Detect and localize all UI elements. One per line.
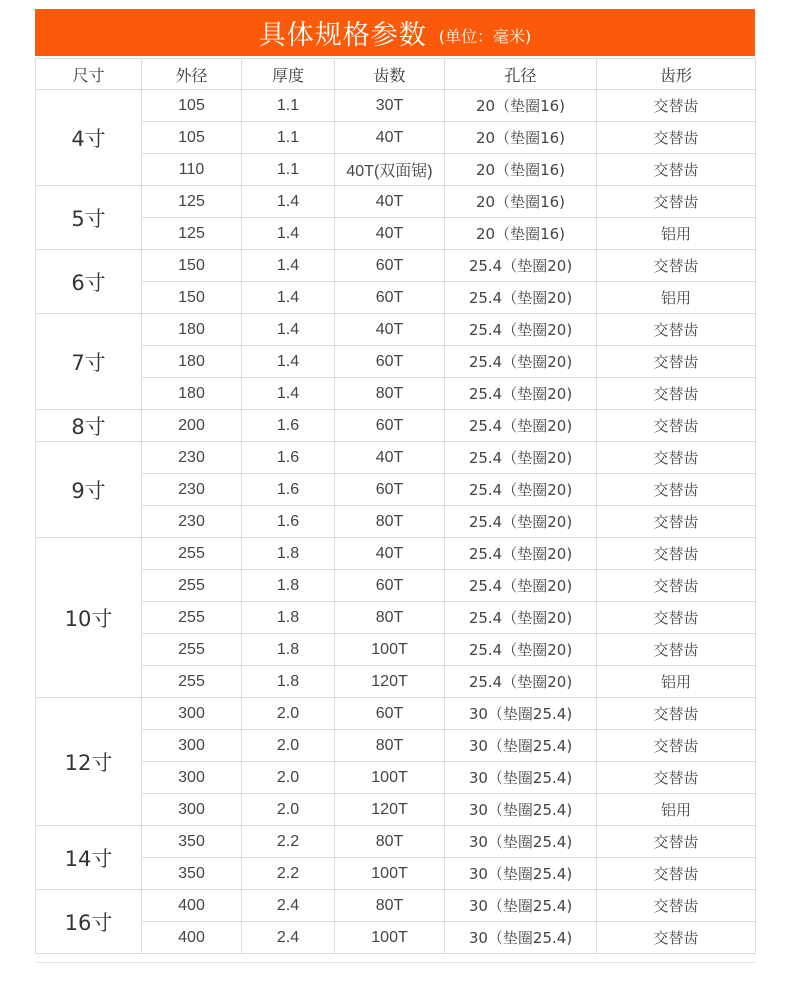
table-header-row [36, 59, 756, 90]
teeth-count-cell: 100T [335, 922, 445, 954]
size-cell: 9寸 [36, 442, 142, 538]
thickness-cell: 2.0 [242, 698, 335, 730]
teeth-count-cell: 80T [335, 378, 445, 410]
outer-diameter-cell: 400 [142, 922, 242, 954]
header-tooth-shape: 齿形 [597, 59, 756, 90]
thickness-cell: 1.6 [242, 410, 335, 442]
outer-diameter-cell: 200 [142, 410, 242, 442]
table-row [36, 570, 756, 602]
tooth-shape-cell: 交替齿 [597, 826, 756, 858]
teeth-count-cell: 60T [335, 410, 445, 442]
thickness-cell: 2.4 [242, 890, 335, 922]
thickness-cell: 1.6 [242, 474, 335, 506]
teeth-count-cell: 100T [335, 858, 445, 890]
size-cell: 4寸 [36, 90, 142, 186]
outer-diameter-cell: 150 [142, 282, 242, 314]
tooth-shape-cell: 交替齿 [597, 570, 756, 602]
spec-table [35, 58, 756, 954]
thickness-cell: 2.0 [242, 762, 335, 794]
teeth-count-cell: 80T [335, 890, 445, 922]
thickness-cell: 2.4 [242, 922, 335, 954]
table-row [36, 506, 756, 538]
tooth-shape-cell: 交替齿 [597, 890, 756, 922]
tooth-shape-cell: 交替齿 [597, 506, 756, 538]
table-row [36, 698, 756, 730]
size-cell: 14寸 [36, 826, 142, 890]
tooth-shape-cell: 铝用 [597, 666, 756, 698]
outer-diameter-cell: 300 [142, 698, 242, 730]
bore-cell: 30（垫圈25.4) [445, 858, 597, 890]
tooth-shape-cell: 铝用 [597, 282, 756, 314]
table-row [36, 218, 756, 250]
table-row [36, 602, 756, 634]
outer-diameter-cell: 150 [142, 250, 242, 282]
teeth-count-cell: 40T [335, 186, 445, 218]
table-row [36, 826, 756, 858]
thickness-cell: 1.4 [242, 218, 335, 250]
outer-diameter-cell: 105 [142, 122, 242, 154]
teeth-count-cell: 40T [335, 218, 445, 250]
bore-cell: 30（垫圈25.4) [445, 890, 597, 922]
table-row [36, 314, 756, 346]
bore-cell: 20（垫圈16) [445, 90, 597, 122]
bore-cell: 25.4（垫圈20) [445, 506, 597, 538]
outer-diameter-cell: 110 [142, 154, 242, 186]
teeth-count-cell: 40T [335, 122, 445, 154]
bore-cell: 20（垫圈16) [445, 186, 597, 218]
teeth-count-cell: 60T [335, 346, 445, 378]
thickness-cell: 1.8 [242, 666, 335, 698]
header-thickness: 厚度 [242, 59, 335, 90]
table-bottom-divider [35, 962, 755, 963]
tooth-shape-cell: 交替齿 [597, 762, 756, 794]
table-row [36, 474, 756, 506]
bore-cell: 30（垫圈25.4) [445, 698, 597, 730]
tooth-shape-cell: 交替齿 [597, 858, 756, 890]
thickness-cell: 2.2 [242, 826, 335, 858]
teeth-count-cell: 60T [335, 474, 445, 506]
tooth-shape-cell: 交替齿 [597, 410, 756, 442]
outer-diameter-cell: 255 [142, 538, 242, 570]
tooth-shape-cell: 交替齿 [597, 442, 756, 474]
bore-cell: 30（垫圈25.4) [445, 730, 597, 762]
header-bore: 孔径 [445, 59, 597, 90]
thickness-cell: 1.6 [242, 442, 335, 474]
bore-cell: 20（垫圈16) [445, 218, 597, 250]
table-row [36, 90, 756, 122]
bore-cell: 20（垫圈16) [445, 122, 597, 154]
table-row [36, 378, 756, 410]
bore-cell: 30（垫圈25.4) [445, 794, 597, 826]
tooth-shape-cell: 交替齿 [597, 538, 756, 570]
bore-cell: 25.4（垫圈20) [445, 538, 597, 570]
bore-cell: 25.4（垫圈20) [445, 666, 597, 698]
outer-diameter-cell: 105 [142, 90, 242, 122]
teeth-count-cell: 100T [335, 634, 445, 666]
outer-diameter-cell: 230 [142, 442, 242, 474]
bore-cell: 25.4（垫圈20) [445, 378, 597, 410]
teeth-count-cell: 120T [335, 794, 445, 826]
bore-cell: 25.4（垫圈20) [445, 634, 597, 666]
thickness-cell: 1.1 [242, 154, 335, 186]
table-row [36, 282, 756, 314]
teeth-count-cell: 80T [335, 730, 445, 762]
header-outer-diameter: 外径 [142, 59, 242, 90]
table-row [36, 442, 756, 474]
tooth-shape-cell: 交替齿 [597, 698, 756, 730]
bore-cell: 25.4（垫圈20) [445, 314, 597, 346]
size-cell: 16寸 [36, 890, 142, 954]
table-row [36, 730, 756, 762]
teeth-count-cell: 80T [335, 506, 445, 538]
bore-cell: 25.4（垫圈20) [445, 442, 597, 474]
size-cell: 6寸 [36, 250, 142, 314]
bore-cell: 25.4（垫圈20) [445, 410, 597, 442]
tooth-shape-cell: 铝用 [597, 794, 756, 826]
teeth-count-cell: 60T [335, 698, 445, 730]
teeth-count-cell: 80T [335, 602, 445, 634]
table-row [36, 794, 756, 826]
table-row [36, 538, 756, 570]
bore-cell: 25.4（垫圈20) [445, 282, 597, 314]
table-row [36, 122, 756, 154]
teeth-count-cell: 40T [335, 314, 445, 346]
table-row [36, 410, 756, 442]
outer-diameter-cell: 255 [142, 666, 242, 698]
tooth-shape-cell: 铝用 [597, 218, 756, 250]
spec-title: 具体规格参数 [258, 20, 427, 51]
thickness-cell: 1.8 [242, 570, 335, 602]
thickness-cell: 1.4 [242, 314, 335, 346]
tooth-shape-cell: 交替齿 [597, 314, 756, 346]
teeth-count-cell: 120T [335, 666, 445, 698]
outer-diameter-cell: 300 [142, 730, 242, 762]
table-row [36, 346, 756, 378]
outer-diameter-cell: 125 [142, 218, 242, 250]
tooth-shape-cell: 交替齿 [597, 154, 756, 186]
thickness-cell: 1.4 [242, 346, 335, 378]
tooth-shape-cell: 交替齿 [597, 378, 756, 410]
teeth-count-cell: 40T(双面锯) [335, 154, 445, 186]
bore-cell: 25.4（垫圈20) [445, 570, 597, 602]
bore-cell: 30（垫圈25.4) [445, 762, 597, 794]
tooth-shape-cell: 交替齿 [597, 186, 756, 218]
thickness-cell: 2.0 [242, 794, 335, 826]
bore-cell: 20（垫圈16) [445, 154, 597, 186]
bore-cell: 25.4（垫圈20) [445, 602, 597, 634]
tooth-shape-cell: 交替齿 [597, 602, 756, 634]
size-cell: 10寸 [36, 538, 142, 698]
table-row [36, 634, 756, 666]
outer-diameter-cell: 180 [142, 378, 242, 410]
tooth-shape-cell: 交替齿 [597, 90, 756, 122]
size-cell: 5寸 [36, 186, 142, 250]
thickness-cell: 2.2 [242, 858, 335, 890]
teeth-count-cell: 60T [335, 570, 445, 602]
unit-note: (单位：毫米) [438, 27, 532, 46]
outer-diameter-cell: 125 [142, 186, 242, 218]
table-row [36, 154, 756, 186]
spec-table-body [36, 90, 756, 954]
thickness-cell: 1.1 [242, 122, 335, 154]
bore-cell: 25.4（垫圈20) [445, 346, 597, 378]
outer-diameter-cell: 255 [142, 570, 242, 602]
thickness-cell: 1.6 [242, 506, 335, 538]
outer-diameter-cell: 350 [142, 826, 242, 858]
tooth-shape-cell: 交替齿 [597, 634, 756, 666]
outer-diameter-cell: 230 [142, 474, 242, 506]
teeth-count-cell: 30T [335, 90, 445, 122]
thickness-cell: 1.4 [242, 186, 335, 218]
bore-cell: 25.4（垫圈20) [445, 474, 597, 506]
thickness-cell: 1.1 [242, 90, 335, 122]
tooth-shape-cell: 交替齿 [597, 250, 756, 282]
thickness-cell: 1.4 [242, 282, 335, 314]
bore-cell: 30（垫圈25.4) [445, 826, 597, 858]
teeth-count-cell: 100T [335, 762, 445, 794]
thickness-cell: 1.8 [242, 602, 335, 634]
thickness-cell: 1.4 [242, 378, 335, 410]
header-teeth-count: 齿数 [335, 59, 445, 90]
table-row [36, 250, 756, 282]
outer-diameter-cell: 255 [142, 602, 242, 634]
teeth-count-cell: 60T [335, 250, 445, 282]
table-row [36, 666, 756, 698]
table-row [36, 922, 756, 954]
tooth-shape-cell: 交替齿 [597, 122, 756, 154]
tooth-shape-cell: 交替齿 [597, 346, 756, 378]
size-cell: 8寸 [36, 410, 142, 442]
outer-diameter-cell: 350 [142, 858, 242, 890]
table-row [36, 858, 756, 890]
size-cell: 12寸 [36, 698, 142, 826]
bore-cell: 30（垫圈25.4) [445, 922, 597, 954]
teeth-count-cell: 80T [335, 826, 445, 858]
outer-diameter-cell: 300 [142, 794, 242, 826]
teeth-count-cell: 40T [335, 442, 445, 474]
spec-title-banner [35, 9, 755, 56]
table-row [36, 762, 756, 794]
tooth-shape-cell: 交替齿 [597, 474, 756, 506]
thickness-cell: 1.8 [242, 634, 335, 666]
header-size: 尺寸 [36, 59, 142, 90]
outer-diameter-cell: 230 [142, 506, 242, 538]
teeth-count-cell: 40T [335, 538, 445, 570]
outer-diameter-cell: 180 [142, 346, 242, 378]
table-row [36, 186, 756, 218]
size-cell: 7寸 [36, 314, 142, 410]
outer-diameter-cell: 255 [142, 634, 242, 666]
tooth-shape-cell: 交替齿 [597, 922, 756, 954]
outer-diameter-cell: 400 [142, 890, 242, 922]
thickness-cell: 1.8 [242, 538, 335, 570]
thickness-cell: 2.0 [242, 730, 335, 762]
tooth-shape-cell: 交替齿 [597, 730, 756, 762]
outer-diameter-cell: 180 [142, 314, 242, 346]
thickness-cell: 1.4 [242, 250, 335, 282]
bore-cell: 25.4（垫圈20) [445, 250, 597, 282]
outer-diameter-cell: 300 [142, 762, 242, 794]
teeth-count-cell: 60T [335, 282, 445, 314]
table-row [36, 890, 756, 922]
